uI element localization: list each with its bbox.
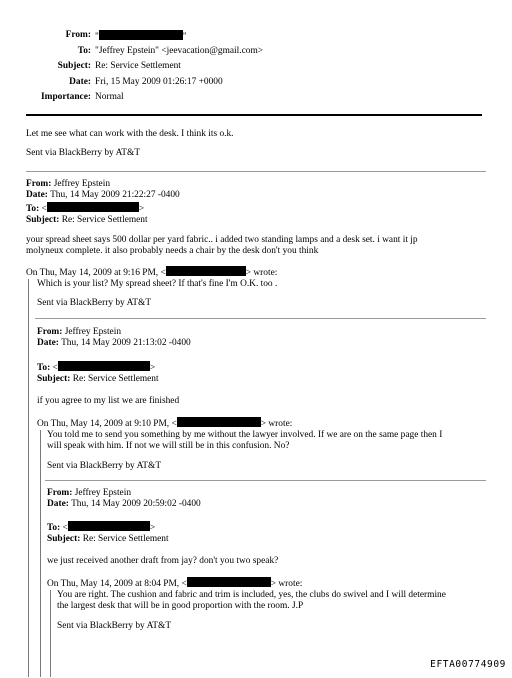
quote1-reply: Which is your list? My spread sheet? If that's fine I'm O.K. too . Sent via BlackBerry by AT&T: [37, 279, 278, 309]
header-from-row: [0, 30, 512, 46]
quote3-bar: [50, 590, 51, 677]
quote3-divider: [45, 480, 486, 481]
header-divider: [26, 114, 482, 116]
quote1-divider: [26, 171, 486, 172]
document-id: EFTA00774909: [430, 658, 506, 670]
quote2-body: if you agree to my list we are finished: [37, 396, 180, 406]
importance-value: Normal: [95, 92, 124, 102]
redaction-block: [58, 361, 150, 371]
quote2-divider: [35, 318, 486, 319]
quote1-attribution: On Thu, May 14, 2009 at 9:16 PM, < > wrote:: [26, 268, 278, 278]
quote3-header-b: To: < > Subject: Re: Service Settlement: [47, 523, 169, 545]
subject-value: Re: Service Settlement: [95, 61, 181, 71]
email-header: [0, 30, 512, 108]
body-line: Let me see what can work with the desk. I think its o.k.: [26, 129, 234, 139]
redaction-block: [99, 30, 183, 40]
importance-label: Importance:: [41, 92, 91, 102]
header-importance-row: [0, 92, 512, 108]
quote1-bar: [28, 279, 29, 677]
header-date-row: [0, 77, 512, 93]
quote3-attribution: On Thu, May 14, 2009 at 8:04 PM, < > wrote:: [47, 579, 303, 589]
redaction-block: [187, 577, 271, 587]
quote2-attribution: On Thu, May 14, 2009 at 9:10 PM, < > wrote:: [37, 419, 293, 429]
quote1-body: your spread sheet says 500 dollar per yard fabric.. i added two standing lamps and a desk set. i want it jp molyneux complete. it also probably needs a chair by the desk don't you think: [26, 235, 418, 257]
quote3-reply: You are right. The cushion and fabric and trim is included, yes, the clubs do swivel and I will determine the largest desk that will be in good proportion with the room. J.P Sent via BlackBerry by AT&T: [57, 590, 446, 631]
quote2-reply: You told me to send you something by me without the lawyer involved. If we are on the same page then I will speak with him. If not we will still be in this confusion. No? Sent via BlackBerry by AT&T: [47, 430, 443, 471]
body-signature: Sent via BlackBerry by AT&T: [26, 148, 141, 159]
redaction-block: [177, 417, 261, 427]
quote3-header: From: Jeffrey Epstein Date: Thu, 14 May 2009 20:59:02 -0400: [47, 488, 201, 510]
redaction-block: [47, 202, 139, 212]
from-value-open: ": [95, 32, 99, 42]
quote2-header-b: To: < > Subject: Re: Service Settlement: [37, 363, 159, 385]
redaction-block: [166, 266, 246, 276]
quote1-header: From: Jeffrey Epstein Date: Thu, 14 May 2009 21:22:27 -0400 To: < > Subject: Re: Service Settlement: [26, 179, 180, 225]
to-label: To:: [77, 45, 91, 56]
from-value-close: ": [182, 32, 187, 42]
quote2-bar: [40, 430, 41, 677]
header-to-row: [0, 46, 512, 62]
subject-label: Subject:: [57, 61, 91, 71]
quote2-header: From: Jeffrey Epstein Date: Thu, 14 May 2009 21:13:02 -0400: [37, 327, 191, 349]
to-value: "Jeffrey Epstein" <jeevacation@gmail.com>: [95, 45, 264, 56]
header-subject-row: [0, 61, 512, 77]
redaction-block: [68, 521, 150, 531]
date-label: Date:: [69, 76, 91, 87]
from-label: From:: [65, 30, 91, 40]
quote3-body: we just received another draft from jay? don't you two speak?: [47, 556, 279, 566]
date-value: Fri, 15 May 2009 01:26:17 +0000: [95, 76, 223, 87]
message-body: [26, 129, 234, 160]
